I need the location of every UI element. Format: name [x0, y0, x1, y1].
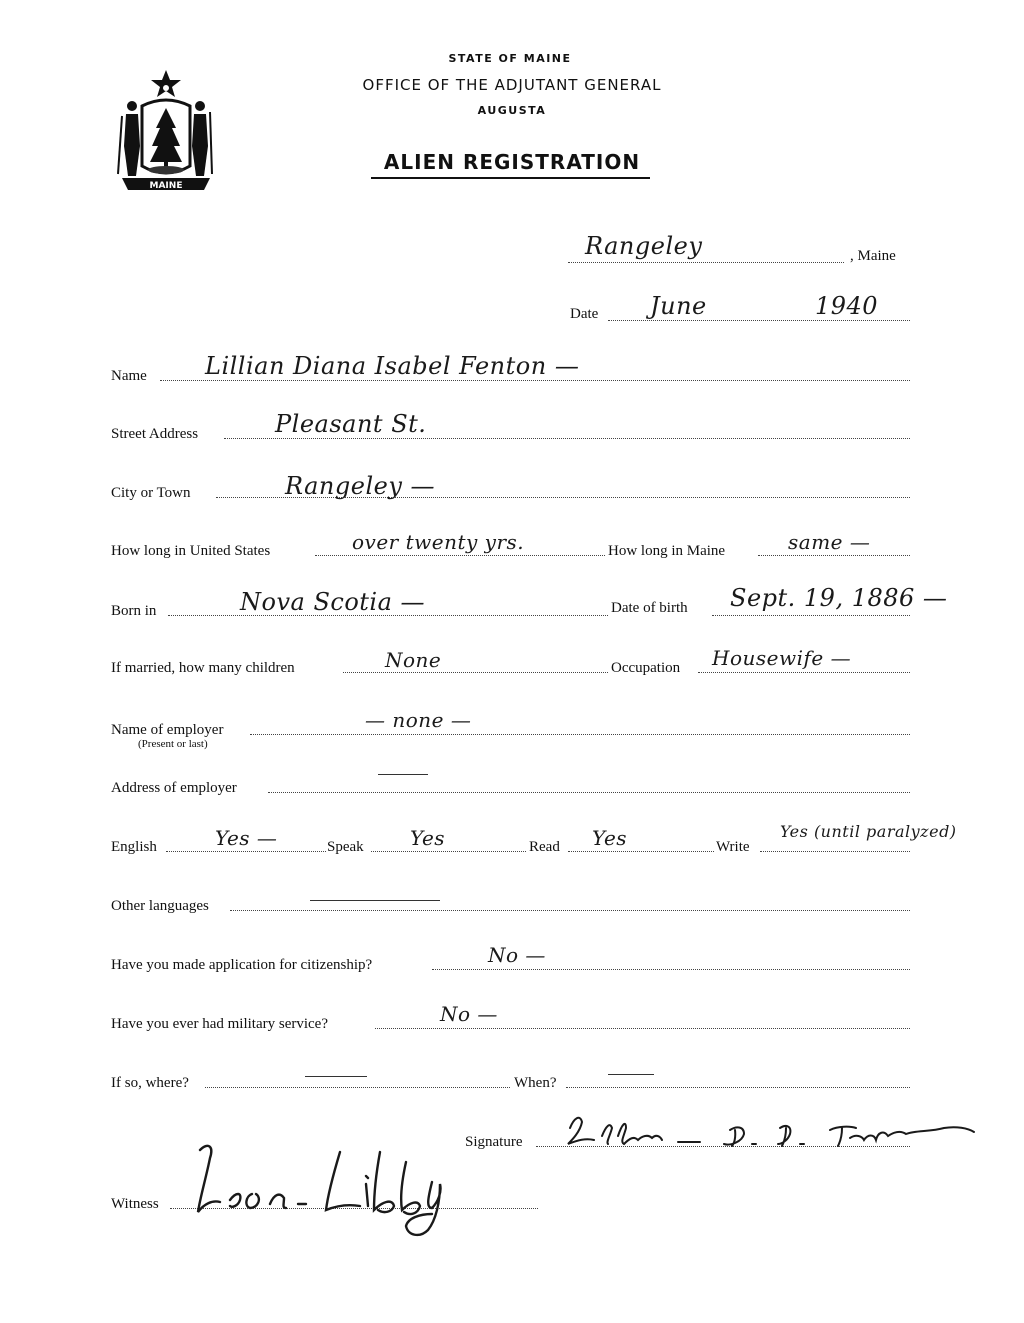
other-languages-dash — [310, 900, 440, 901]
seal-text: MAINE — [149, 181, 183, 191]
write-line — [760, 851, 910, 852]
when-dash — [608, 1074, 654, 1075]
citizenship-line — [432, 969, 910, 970]
city-town-entry: Rangeley — — [285, 472, 436, 500]
how-long-us-entry: over twenty yrs. — [352, 530, 525, 554]
where-label: If so, where? — [111, 1075, 189, 1091]
occupation-line — [698, 672, 910, 673]
children-line — [343, 672, 608, 673]
date-of-birth-line — [712, 615, 910, 616]
date-label: Date — [570, 306, 599, 322]
military-entry: No — — [440, 1002, 498, 1026]
name-line — [160, 380, 910, 381]
how-long-us-label: How long in United States — [111, 543, 271, 559]
english-entry: Yes — — [215, 826, 278, 850]
applicant-signature — [560, 1108, 980, 1178]
citizenship-entry: No — — [488, 943, 546, 967]
military-label: Have you ever had military service? — [111, 1016, 328, 1032]
title-underline — [371, 177, 650, 179]
speak-label: Speak — [327, 839, 364, 855]
date-year-entry: 1940 — [815, 292, 879, 320]
name-label: Name — [111, 368, 147, 384]
header-state: STATE OF MAINE — [448, 52, 572, 65]
witness-signature — [170, 1122, 470, 1242]
speak-line — [371, 851, 526, 852]
street-label: Street Address — [111, 426, 199, 442]
where-dash — [305, 1076, 367, 1077]
witness-label: Witness — [111, 1196, 159, 1212]
header-office: OFFICE OF THE ADJUTANT GENERAL — [362, 76, 662, 94]
town-line — [568, 262, 844, 263]
employer-address-dash — [378, 774, 428, 775]
header-city: AUGUSTA — [477, 104, 547, 117]
date-line — [608, 320, 910, 321]
read-entry: Yes — [592, 826, 628, 850]
english-line — [166, 851, 326, 852]
when-line — [566, 1087, 910, 1088]
date-month-entry: June — [650, 292, 707, 320]
read-label: Read — [529, 839, 560, 855]
date-of-birth-label: Date of birth — [611, 600, 688, 616]
occupation-entry: Housewife — — [712, 646, 852, 670]
signature-label: Signature — [465, 1134, 523, 1150]
town-entry: Rangeley — [585, 232, 703, 260]
write-entry: Yes (until paralyzed) — [780, 822, 957, 841]
when-label: When? — [514, 1075, 557, 1091]
english-label: English — [111, 839, 157, 855]
citizenship-label: Have you made application for citizenship? — [111, 957, 373, 973]
employer-note: (Present or last) — [138, 738, 208, 750]
other-languages-label: Other languages — [111, 898, 209, 914]
read-line — [568, 851, 714, 852]
form-title: ALIEN REGISTRATION — [383, 150, 641, 174]
how-long-maine-entry: same — — [788, 530, 871, 554]
how-long-us-line — [315, 555, 605, 556]
employer-address-label: Address of employer — [111, 780, 237, 796]
name-entry: Lillian Diana Isabel Fenton — — [205, 352, 580, 380]
city-town-label: City or Town — [111, 485, 191, 501]
how-long-maine-line — [758, 555, 910, 556]
street-line — [224, 438, 910, 439]
employer-label: Name of employer — [111, 722, 224, 738]
how-long-maine-label: How long in Maine — [608, 543, 726, 559]
date-of-birth-entry: Sept. 19, 1886 — — [730, 584, 948, 612]
employer-line — [250, 734, 910, 735]
born-in-entry: Nova Scotia — — [240, 588, 426, 616]
other-languages-line — [230, 910, 910, 911]
where-line — [205, 1087, 510, 1088]
employer-entry: — none — — [365, 708, 472, 732]
children-label: If married, how many children — [111, 660, 295, 676]
street-entry: Pleasant St. — [275, 410, 427, 438]
children-entry: None — [385, 648, 442, 672]
employer-address-line — [268, 792, 910, 793]
military-line — [375, 1028, 910, 1029]
write-label: Write — [716, 839, 750, 855]
speak-entry: Yes — [410, 826, 446, 850]
occupation-label: Occupation — [611, 660, 681, 676]
born-in-label: Born in — [111, 603, 157, 619]
maine-label: , Maine — [850, 248, 896, 264]
